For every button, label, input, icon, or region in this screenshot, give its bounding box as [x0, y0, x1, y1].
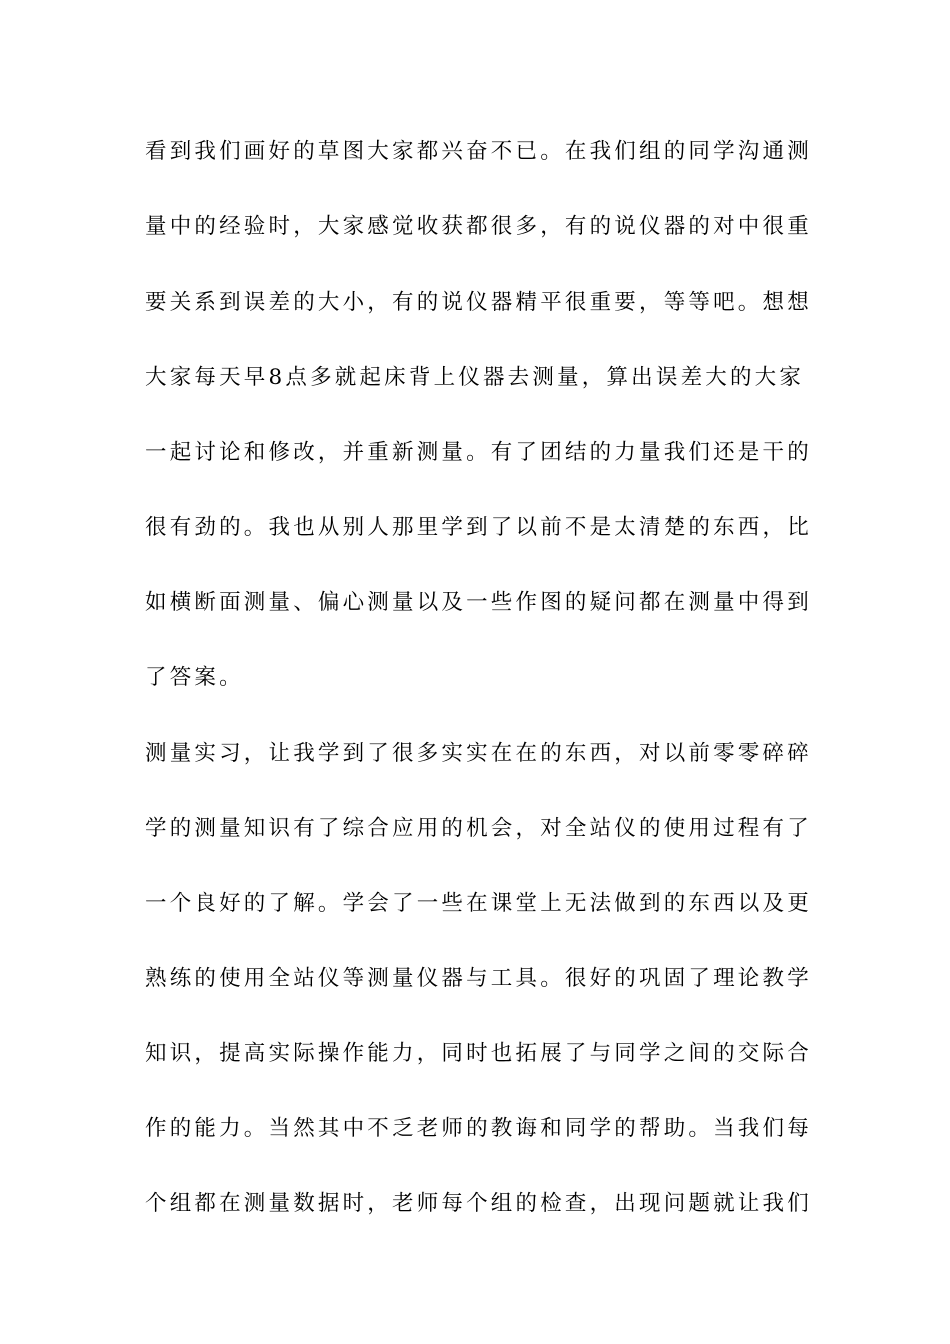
text-line: 学的测量知识有了综合应用的机会，对全站仪的使用过程有了 — [145, 816, 812, 841]
text-line: 一个良好的了解。学会了一些在课堂上无法做到的东西以及更 — [145, 891, 812, 916]
text-line: 要关系到误差的大小，有的说仪器精平很重要，等等吧。想想 — [145, 290, 812, 315]
text-line: 个组都在测量数据时，老师每个组的检查，出现问题就让我们 — [145, 1191, 812, 1216]
text-line: 熟练的使用全站仪等测量仪器与工具。很好的巩固了理论教学 — [145, 966, 812, 991]
text-line: 一起讨论和修改，并重新测量。有了团结的力量我们还是干的 — [145, 440, 812, 465]
text-line: 大家每天早8点多就起床背上仪器去测量，算出误差大的大家 — [145, 365, 805, 390]
text-line: 很有劲的。我也从别人那里学到了以前不是太清楚的东西，比 — [145, 515, 812, 540]
text-line: 如横断面测量、偏心测量以及一些作图的疑问都在测量中得到 — [145, 590, 812, 615]
text-line: 知识，提高实际操作能力，同时也拓展了与同学之间的交际合 — [145, 1041, 812, 1066]
text-line: 了答案。 — [145, 665, 244, 690]
text-line: 作的能力。当然其中不乏老师的教诲和同学的帮助。当我们每 — [145, 1116, 812, 1141]
text-line: 量中的经验时，大家感觉收获都很多，有的说仪器的对中很重 — [145, 214, 812, 239]
text-line: 测量实习，让我学到了很多实实在在的东西，对以前零零碎碎 — [145, 741, 812, 766]
text-line: 看到我们画好的草图大家都兴奋不已。在我们组的同学沟通测 — [145, 139, 812, 164]
